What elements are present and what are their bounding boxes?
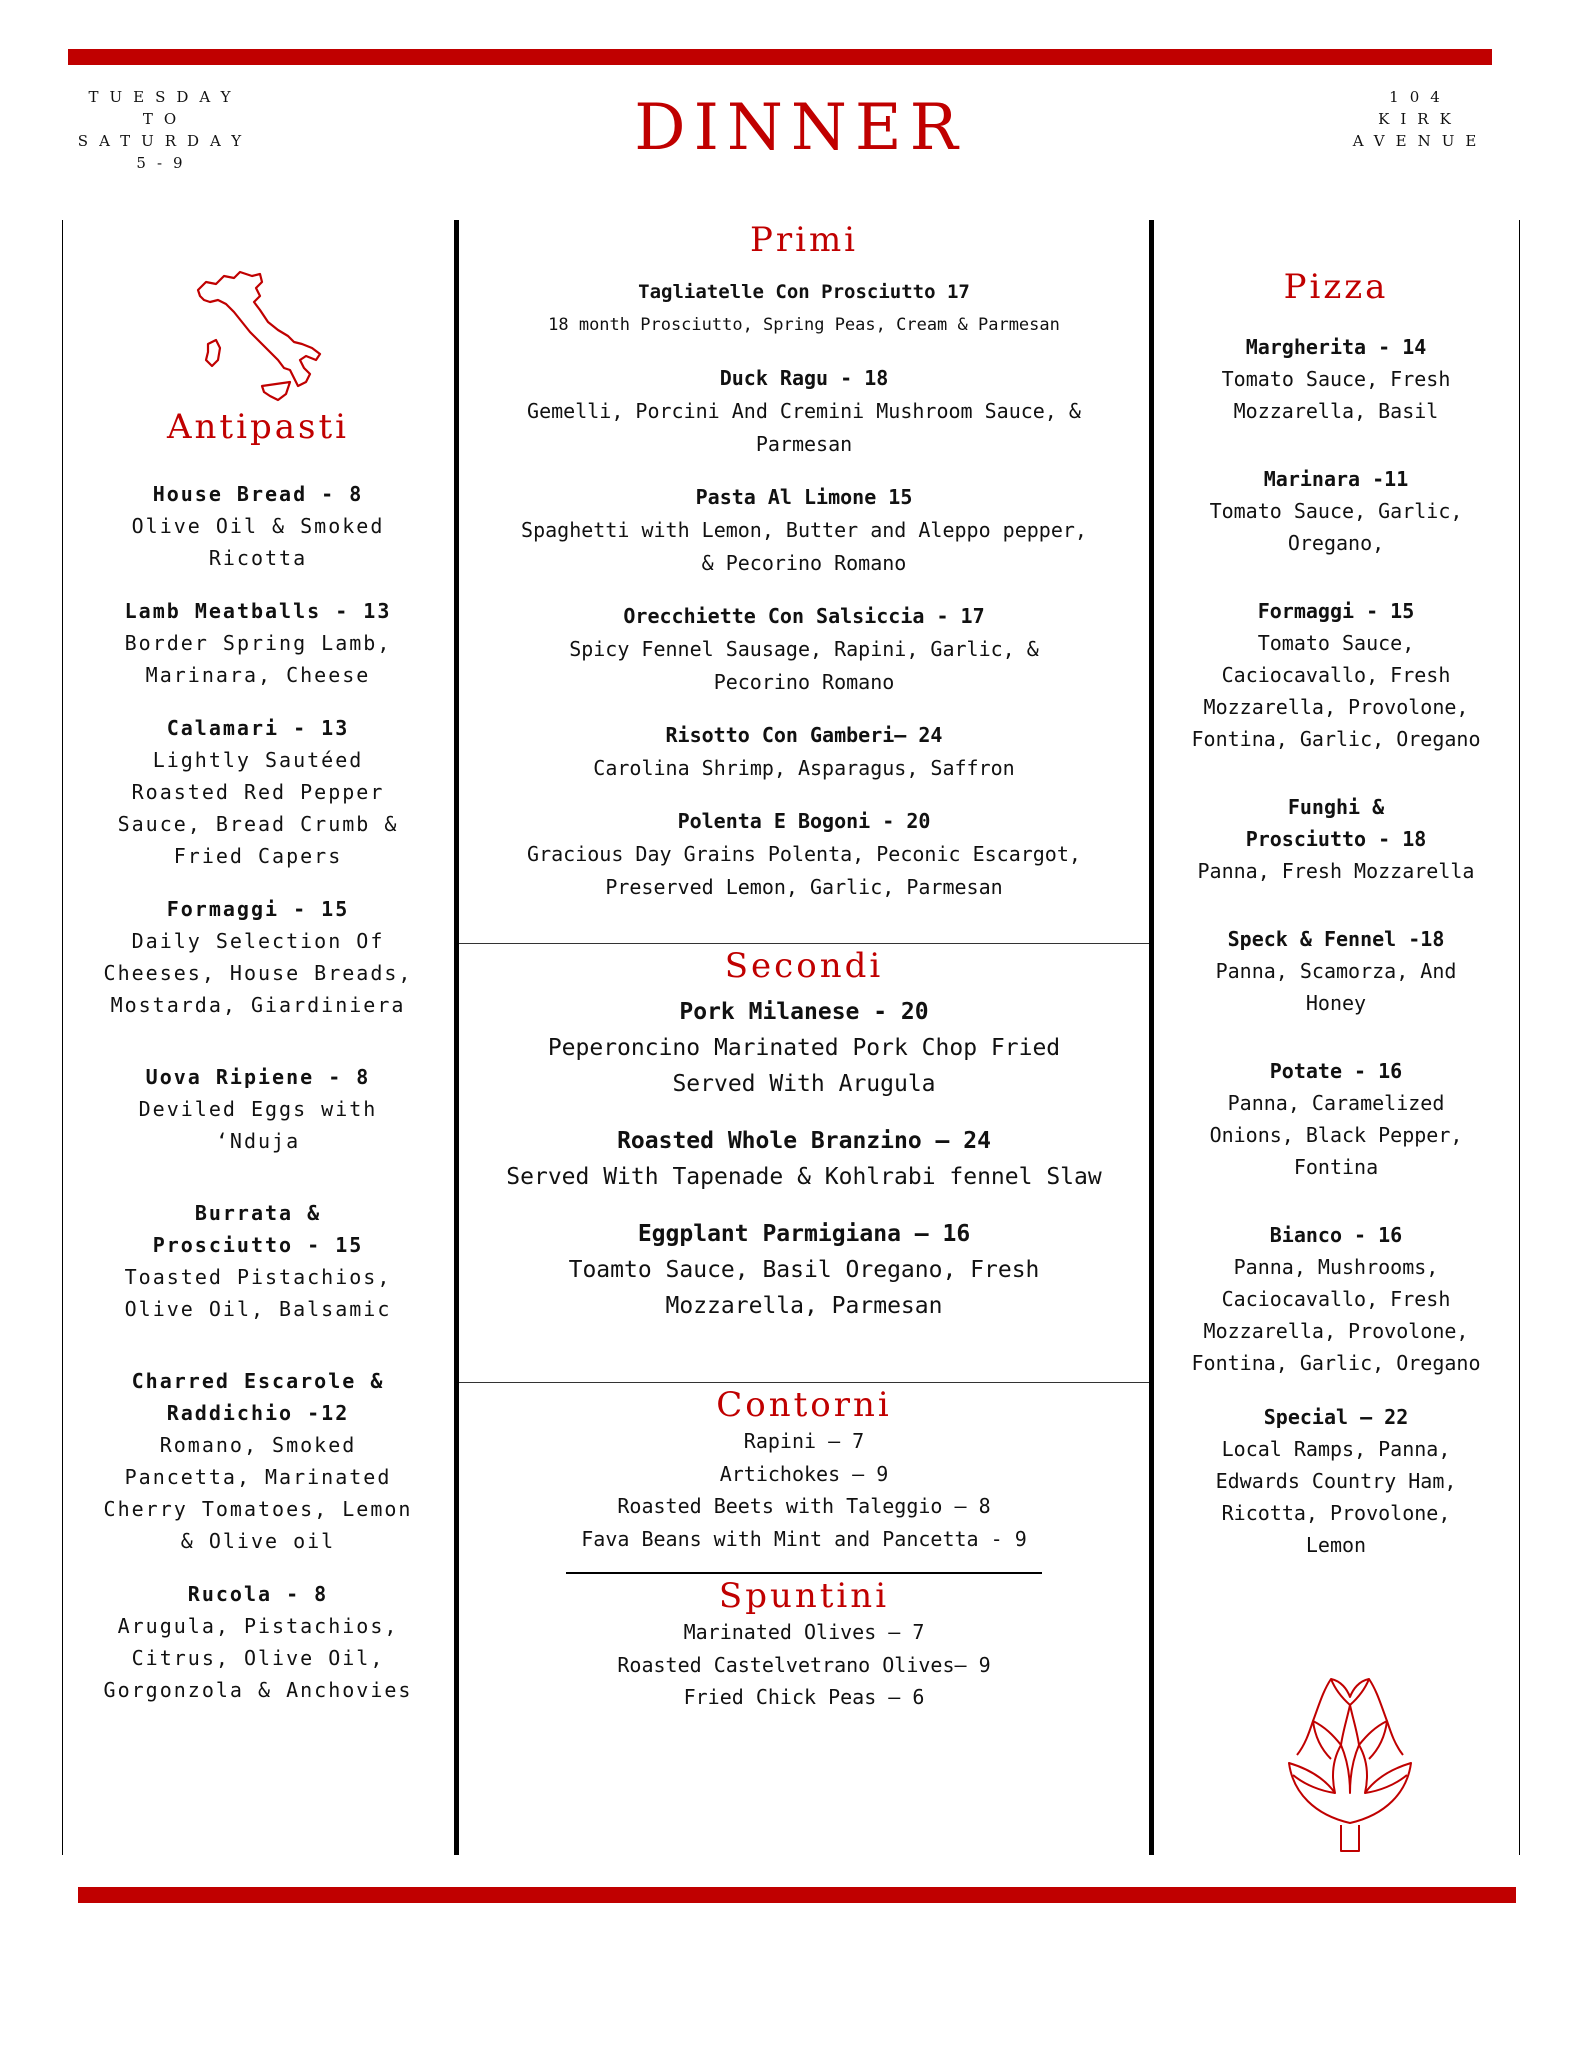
menu-item xyxy=(70,478,446,574)
pizza-heading: Pizza xyxy=(1283,267,1389,307)
menu-item xyxy=(459,600,1149,699)
item-description: Fried Capers xyxy=(173,844,343,868)
item-description: Panna, Caramelized xyxy=(1227,1091,1445,1115)
item-description: Mostarda, Giardiniera xyxy=(110,993,406,1017)
item-description: Romano, Smoked xyxy=(159,1433,357,1457)
item-description: Gemelli, Porcini And Cremini Mushroom Sauce, & xyxy=(527,399,1081,423)
item-description: Fontina, Garlic, Oregano xyxy=(1191,727,1481,751)
item-description: Pecorino Romano xyxy=(713,670,895,694)
item-name: Prosciutto - 15 xyxy=(152,1233,364,1257)
menu-item: Fava Beans with Mint and Pancetta - 9 xyxy=(581,1526,1027,1551)
item-description: Panna, Scamorza, And xyxy=(1215,959,1457,983)
antipasti-heading: Antipasti xyxy=(166,407,349,447)
top-divider-bar xyxy=(68,49,1492,65)
item-description: Gorgonzola & Anchovies xyxy=(103,1678,413,1702)
item-name: Burrata & xyxy=(194,1201,322,1225)
item-name: Formaggi - 15 xyxy=(1257,599,1415,623)
item-description: Olive Oil & Smoked xyxy=(131,514,385,538)
column-rule xyxy=(1149,220,1154,1855)
item-description: Ricotta xyxy=(208,546,308,570)
menu-item xyxy=(70,893,446,1021)
menu-item xyxy=(70,1365,446,1557)
item-name: House Bread - 8 xyxy=(152,482,364,506)
menu-item xyxy=(1160,1055,1512,1183)
item-name: Raddichio -12 xyxy=(166,1401,350,1425)
item-description: Carolina Shrimp, Asparagus, Saffron xyxy=(593,756,1015,780)
item-description: & Olive oil xyxy=(180,1529,336,1553)
item-description: Toasted Pistachios, xyxy=(124,1265,392,1289)
item-description: & Pecorino Romano xyxy=(701,551,907,575)
item-description: Tomato Sauce, Garlic, xyxy=(1209,499,1463,523)
item-name: Potate - 16 xyxy=(1269,1059,1403,1083)
item-description: Fontina, Garlic, Oregano xyxy=(1191,1351,1481,1375)
menu-item xyxy=(70,1578,446,1706)
artichoke-icon xyxy=(1275,1675,1425,1855)
item-description: Parmesan xyxy=(755,432,853,456)
menu-item: Fried Chick Peas – 6 xyxy=(683,1685,925,1709)
item-description: Sauce, Bread Crumb & xyxy=(117,812,399,836)
item-name: Speck & Fennel -18 xyxy=(1227,927,1445,951)
item-description: Served With Arugula xyxy=(672,1071,936,1097)
item-description: Citrus, Olive Oil, xyxy=(131,1646,385,1670)
item-description: Ricotta, Provolone, xyxy=(1221,1501,1451,1525)
item-name: Lamb Meatballs - 13 xyxy=(124,599,392,623)
hours-line: SATURDAY xyxy=(77,132,253,150)
spuntini-section xyxy=(459,1576,1149,1714)
item-description: Lightly Sautéed xyxy=(152,748,364,772)
menu-item xyxy=(1160,791,1512,887)
item-description: Deviled Eggs with xyxy=(138,1097,378,1121)
primi-heading: Primi xyxy=(749,220,859,260)
item-description: Panna, Fresh Mozzarella xyxy=(1197,859,1475,883)
item-description: 18 month Prosciutto, Spring Peas, Cream & Parmesan xyxy=(548,315,1060,335)
item-description: Mozzarella, Provolone, xyxy=(1203,1319,1469,1343)
item-description: Caciocavallo, Fresh xyxy=(1221,663,1451,687)
menu-item xyxy=(459,1216,1149,1324)
item-name: Tagliatelle Con Prosciutto 17 xyxy=(638,281,970,303)
item-name: Orecchiette Con Salsiccia - 17 xyxy=(623,604,985,628)
menu-item xyxy=(70,1197,446,1325)
hours-line: 5-9 xyxy=(136,154,194,172)
item-name: Funghi & xyxy=(1287,795,1385,819)
item-description: Caciocavallo, Fresh xyxy=(1221,1287,1451,1311)
menu-item xyxy=(459,719,1149,785)
page-title: DINNER xyxy=(634,91,966,165)
item-description: Peperoncino Marinated Pork Chop Fried xyxy=(547,1035,1061,1061)
hours-line: TO xyxy=(142,110,188,128)
column-rule xyxy=(1519,220,1520,1855)
item-description: Daily Selection Of xyxy=(131,929,385,953)
item-description: Pancetta, Marinated xyxy=(124,1465,392,1489)
item-name: Margherita - 14 xyxy=(1245,335,1427,359)
item-description: Arugula, Pistachios, xyxy=(117,1614,399,1638)
menu-item xyxy=(459,362,1149,461)
section-rule xyxy=(459,1382,1149,1383)
item-description: ‘Nduja xyxy=(215,1129,301,1153)
menu-item xyxy=(1160,331,1512,427)
menu-item: Marinated Olives – 7 xyxy=(683,1620,925,1644)
menu-item xyxy=(1160,463,1512,559)
item-name: Bianco - 16 xyxy=(1269,1223,1403,1247)
item-description: Fontina xyxy=(1293,1155,1379,1179)
item-name: Risotto Con Gamberi– 24 xyxy=(665,723,943,747)
italy-map-icon xyxy=(190,270,325,410)
item-description: Served With Tapenade & Kohlrabi fennel Slaw xyxy=(506,1164,1102,1190)
menu-item xyxy=(459,276,1149,342)
item-description: Spicy Fennel Sausage, Rapini, Garlic, & xyxy=(569,637,1039,661)
item-description: Tomato Sauce, xyxy=(1257,631,1415,655)
item-description: Edwards Country Ham, xyxy=(1215,1469,1457,1493)
item-description: Lemon xyxy=(1305,1533,1367,1557)
menu-item xyxy=(459,994,1149,1102)
item-name: Special – 22 xyxy=(1263,1405,1409,1429)
item-description: Cheeses, House Breads, xyxy=(103,961,413,985)
item-description: Spaghetti with Lemon, Butter and Aleppo pepper, xyxy=(521,518,1087,542)
contorni-heading: Contorni xyxy=(716,1385,892,1425)
item-name: Formaggi - 15 xyxy=(166,897,350,921)
menu-item xyxy=(1160,1401,1512,1561)
contorni-section xyxy=(459,1385,1149,1555)
item-description: Honey xyxy=(1305,991,1367,1015)
menu-item xyxy=(459,1123,1149,1195)
address-line: KIRK xyxy=(1378,110,1462,128)
address-line: AVENUE xyxy=(1352,132,1488,150)
item-description: Onions, Black Pepper, xyxy=(1209,1123,1463,1147)
menu-item xyxy=(459,481,1149,580)
item-name: Roasted Whole Branzino – 24 xyxy=(617,1128,991,1154)
menu-item: Artichokes – 9 xyxy=(719,1461,889,1486)
column-rule xyxy=(62,220,63,1855)
menu-item xyxy=(1160,923,1512,1019)
menu-item xyxy=(459,805,1149,904)
hours-block xyxy=(60,86,270,174)
item-description: Mozzarella, Provolone, xyxy=(1203,695,1469,719)
item-name: Calamari - 13 xyxy=(166,716,350,740)
antipasti-section xyxy=(70,478,446,1727)
section-rule xyxy=(566,1572,1042,1574)
menu-item xyxy=(70,1061,446,1157)
item-name: Polenta E Bogoni - 20 xyxy=(677,809,931,833)
secondi-heading: Secondi xyxy=(724,946,884,986)
item-description: Oregano, xyxy=(1287,531,1385,555)
menu-item: Roasted Castelvetrano Olives– 9 xyxy=(617,1652,991,1677)
menu-item: Rapini – 7 xyxy=(743,1429,865,1453)
item-description: Gracious Day Grains Polenta, Peconic Escargot, xyxy=(527,842,1081,866)
item-description: Toamto Sauce, Basil Oregano, Fresh xyxy=(568,1257,1040,1283)
item-name: Duck Ragu - 18 xyxy=(719,366,889,390)
item-description: Border Spring Lamb, xyxy=(124,631,392,655)
item-name: Marinara -11 xyxy=(1263,467,1409,491)
item-description: Olive Oil, Balsamic xyxy=(124,1297,392,1321)
menu-item xyxy=(1160,595,1512,755)
menu-item xyxy=(70,712,446,872)
item-name: Charred Escarole & xyxy=(131,1369,385,1393)
primi-section xyxy=(459,218,1149,924)
item-description: Cherry Tomatoes, Lemon xyxy=(103,1497,413,1521)
item-description: Tomato Sauce, Fresh xyxy=(1221,367,1451,391)
item-description: Mozzarella, Parmesan xyxy=(665,1293,943,1319)
hours-line: TUESDAY xyxy=(88,88,242,106)
item-name: Eggplant Parmigiana – 16 xyxy=(637,1221,971,1247)
pizza-section xyxy=(1160,265,1512,1597)
item-description: Preserved Lemon, Garlic, Parmesan xyxy=(605,875,1003,899)
secondi-section xyxy=(459,944,1149,1345)
address-block xyxy=(1330,86,1510,152)
address-line: 104 xyxy=(1389,88,1451,106)
menu-item: Roasted Beets with Taleggio – 8 xyxy=(617,1494,991,1518)
menu-item xyxy=(1160,1219,1512,1379)
item-description: Local Ramps, Panna, xyxy=(1221,1437,1451,1461)
item-name: Rucola - 8 xyxy=(187,1582,329,1606)
item-description: Roasted Red Pepper xyxy=(131,780,385,804)
item-name: Prosciutto - 18 xyxy=(1245,827,1427,851)
item-name: Uova Ripiene - 8 xyxy=(145,1065,371,1089)
bottom-divider-bar xyxy=(78,1887,1516,1903)
menu-item xyxy=(70,595,446,691)
item-name: Pork Milanese - 20 xyxy=(679,999,929,1025)
item-description: Panna, Mushrooms, xyxy=(1233,1255,1439,1279)
spuntini-heading: Spuntini xyxy=(718,1576,890,1616)
item-description: Mozzarella, Basil xyxy=(1233,399,1439,423)
item-description: Marinara, Cheese xyxy=(145,663,371,687)
item-name: Pasta Al Limone 15 xyxy=(695,485,913,509)
